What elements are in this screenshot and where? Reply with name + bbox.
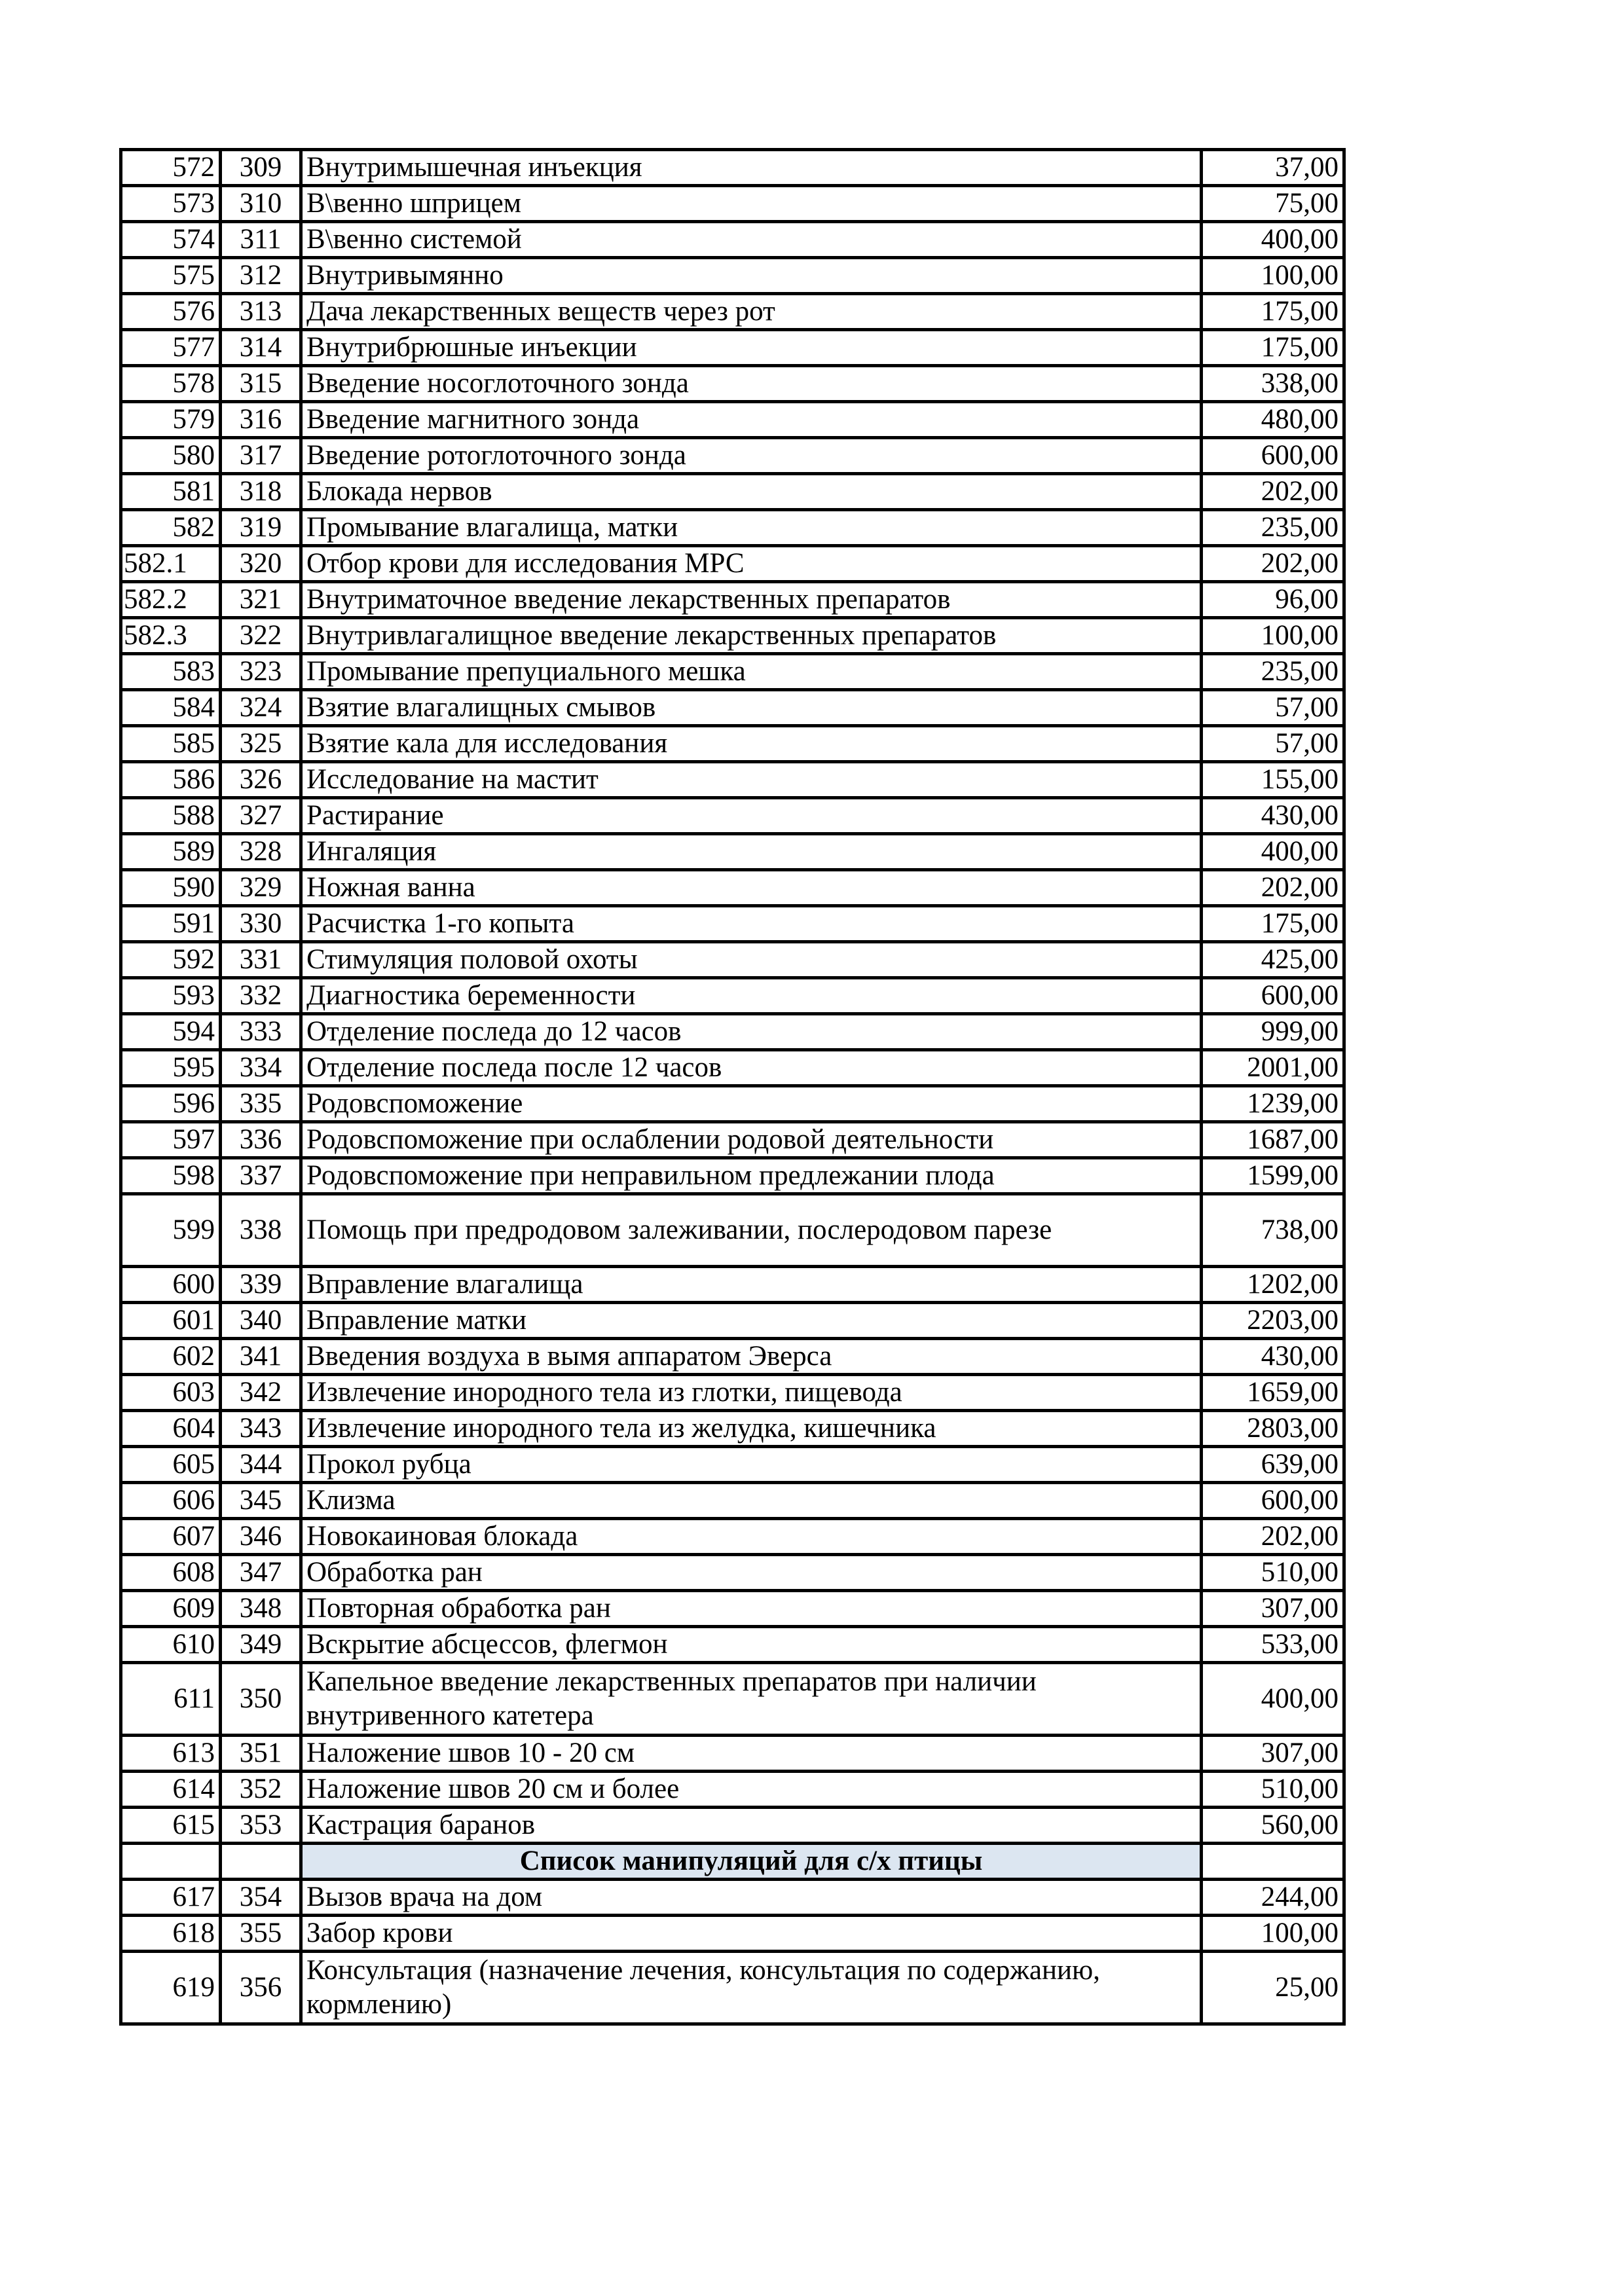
service-code-cell: 322: [221, 618, 301, 654]
row-number-cell: 591: [121, 906, 221, 942]
service-name-cell: Отделение последа после 12 часов: [301, 1050, 1202, 1086]
service-name-cell: Введение магнитного зонда: [301, 402, 1202, 438]
price-cell: 100,00: [1202, 1916, 1344, 1952]
table-row: [121, 1411, 1344, 1447]
row-number-cell: 590: [121, 870, 221, 906]
row-number-cell: 576: [121, 294, 221, 330]
service-name-cell: Родовспоможение при ослаблении родовой деятельности: [301, 1122, 1202, 1158]
service-code-cell: 332: [221, 978, 301, 1014]
empty-cell: [1202, 1844, 1344, 1880]
price-cell: 235,00: [1202, 654, 1344, 690]
service-name-cell: Консультация (назначение лечения, консультация по содержанию, кормлению): [301, 1952, 1202, 2024]
price-cell: 202,00: [1202, 1519, 1344, 1555]
service-code-cell: 352: [221, 1772, 301, 1808]
section-title: Список манипуляций для с/х птицы: [301, 1844, 1202, 1880]
table-row: [121, 1555, 1344, 1591]
row-number-cell: 599: [121, 1194, 221, 1267]
price-cell: 510,00: [1202, 1555, 1344, 1591]
service-name-cell: Капельное введение лекарственных препаратов при наличии внутривенного катетера: [301, 1663, 1202, 1736]
price-cell: 600,00: [1202, 978, 1344, 1014]
price-cell: 307,00: [1202, 1736, 1344, 1772]
service-code-cell: 328: [221, 834, 301, 870]
table-row: [121, 438, 1344, 474]
price-cell: 600,00: [1202, 1483, 1344, 1519]
row-number-cell: 582.2: [121, 582, 221, 618]
row-number-cell: 600: [121, 1267, 221, 1303]
service-name-cell: Повторная обработка ран: [301, 1591, 1202, 1627]
row-number-cell: 610: [121, 1627, 221, 1663]
table-row: [121, 1916, 1344, 1952]
table-row: [121, 1050, 1344, 1086]
service-name-cell: Стимуляция половой охоты: [301, 942, 1202, 978]
table-row: [121, 1772, 1344, 1808]
row-number-cell: 572: [121, 150, 221, 186]
row-number-cell: 597: [121, 1122, 221, 1158]
service-name-cell: Забор крови: [301, 1916, 1202, 1952]
service-code-cell: 321: [221, 582, 301, 618]
service-name-cell: Клизма: [301, 1483, 1202, 1519]
row-number-cell: 598: [121, 1158, 221, 1194]
row-number-cell: 611: [121, 1663, 221, 1736]
table-row: [121, 366, 1344, 402]
price-cell: 235,00: [1202, 510, 1344, 546]
service-name-cell: Внутрибрюшные инъекции: [301, 330, 1202, 366]
table-row: [121, 258, 1344, 294]
table-row: [121, 1086, 1344, 1122]
service-code-cell: 310: [221, 186, 301, 222]
row-number-cell: 588: [121, 798, 221, 834]
table-row: [121, 1663, 1344, 1736]
service-code-cell: 339: [221, 1267, 301, 1303]
price-cell: 57,00: [1202, 726, 1344, 762]
service-code-cell: 343: [221, 1411, 301, 1447]
price-cell: 202,00: [1202, 546, 1344, 582]
table-row: [121, 870, 1344, 906]
table-row: [121, 942, 1344, 978]
row-number-cell: 589: [121, 834, 221, 870]
price-cell: 400,00: [1202, 1663, 1344, 1736]
price-cell: 533,00: [1202, 1627, 1344, 1663]
service-name-cell: Наложение швов 10 - 20 см: [301, 1736, 1202, 1772]
price-cell: 2203,00: [1202, 1303, 1344, 1339]
service-code-cell: 324: [221, 690, 301, 726]
row-number-cell: 577: [121, 330, 221, 366]
service-name-cell: Расчистка 1-го копыта: [301, 906, 1202, 942]
price-cell: 37,00: [1202, 150, 1344, 186]
service-code-cell: 353: [221, 1808, 301, 1844]
service-name-cell: Растирание: [301, 798, 1202, 834]
price-cell: 307,00: [1202, 1591, 1344, 1627]
empty-cell: [121, 1844, 221, 1880]
row-number-cell: 582.3: [121, 618, 221, 654]
service-name-cell: Ножная ванна: [301, 870, 1202, 906]
service-name-cell: Промывание препуциального мешка: [301, 654, 1202, 690]
row-number-cell: 608: [121, 1555, 221, 1591]
service-code-cell: 348: [221, 1591, 301, 1627]
price-cell: 1239,00: [1202, 1086, 1344, 1122]
row-number-cell: 605: [121, 1447, 221, 1483]
service-code-cell: 335: [221, 1086, 301, 1122]
service-name-cell: Вскрытие абсцессов, флегмон: [301, 1627, 1202, 1663]
service-code-cell: 315: [221, 366, 301, 402]
price-cell: 202,00: [1202, 474, 1344, 510]
service-name-cell: Новокаиновая блокада: [301, 1519, 1202, 1555]
section-header-row: [121, 1844, 1344, 1880]
row-number-cell: 609: [121, 1591, 221, 1627]
table-row: [121, 1952, 1344, 2024]
service-code-cell: 311: [221, 222, 301, 258]
service-name-cell: Ингаляция: [301, 834, 1202, 870]
price-cell: 400,00: [1202, 222, 1344, 258]
table-row: [121, 618, 1344, 654]
price-cell: 425,00: [1202, 942, 1344, 978]
row-number-cell: 586: [121, 762, 221, 798]
service-code-cell: 344: [221, 1447, 301, 1483]
service-name-cell: Диагностика беременности: [301, 978, 1202, 1014]
price-cell: 400,00: [1202, 834, 1344, 870]
service-code-cell: 347: [221, 1555, 301, 1591]
service-name-cell: Прокол рубца: [301, 1447, 1202, 1483]
table-row: [121, 510, 1344, 546]
table-row: [121, 222, 1344, 258]
service-name-cell: Введение носоглоточного зонда: [301, 366, 1202, 402]
service-code-cell: 351: [221, 1736, 301, 1772]
row-number-cell: 619: [121, 1952, 221, 2024]
price-cell: 75,00: [1202, 186, 1344, 222]
service-name-cell: Наложение швов 20 см и более: [301, 1772, 1202, 1808]
row-number-cell: 606: [121, 1483, 221, 1519]
table-row: [121, 1267, 1344, 1303]
service-name-cell: Кастрация баранов: [301, 1808, 1202, 1844]
table-row: [121, 1880, 1344, 1916]
service-name-cell: Извлечение инородного тела из глотки, пищевода: [301, 1375, 1202, 1411]
service-code-cell: 337: [221, 1158, 301, 1194]
price-cell: 96,00: [1202, 582, 1344, 618]
service-code-cell: 346: [221, 1519, 301, 1555]
service-code-cell: 326: [221, 762, 301, 798]
service-name-cell: Блокада нервов: [301, 474, 1202, 510]
table-row: [121, 546, 1344, 582]
service-name-cell: Помощь при предродовом залеживании, послеродовом парезе: [301, 1194, 1202, 1267]
service-code-cell: 312: [221, 258, 301, 294]
table-row: [121, 906, 1344, 942]
service-code-cell: 356: [221, 1952, 301, 2024]
service-name-cell: Введение ротоглоточного зонда: [301, 438, 1202, 474]
service-code-cell: 320: [221, 546, 301, 582]
service-code-cell: 317: [221, 438, 301, 474]
table-row: [121, 1158, 1344, 1194]
row-number-cell: 583: [121, 654, 221, 690]
price-list-table: [119, 148, 1346, 2026]
price-cell: 57,00: [1202, 690, 1344, 726]
table-row: [121, 1303, 1344, 1339]
table-row: [121, 654, 1344, 690]
price-cell: 999,00: [1202, 1014, 1344, 1050]
table-row: [121, 186, 1344, 222]
row-number-cell: 618: [121, 1916, 221, 1952]
service-code-cell: 329: [221, 870, 301, 906]
service-name-cell: Вызов врача на дом: [301, 1880, 1202, 1916]
service-name-cell: Внутривлагалищное введение лекарственных препаратов: [301, 618, 1202, 654]
service-code-cell: 333: [221, 1014, 301, 1050]
price-cell: 175,00: [1202, 330, 1344, 366]
service-name-cell: В\венно шприцем: [301, 186, 1202, 222]
service-code-cell: 345: [221, 1483, 301, 1519]
service-code-cell: 323: [221, 654, 301, 690]
table-row: [121, 150, 1344, 186]
table-row: [121, 402, 1344, 438]
service-code-cell: 354: [221, 1880, 301, 1916]
price-cell: 1202,00: [1202, 1267, 1344, 1303]
service-code-cell: 316: [221, 402, 301, 438]
price-cell: 338,00: [1202, 366, 1344, 402]
service-code-cell: 330: [221, 906, 301, 942]
table-row: [121, 1375, 1344, 1411]
row-number-cell: 615: [121, 1808, 221, 1844]
service-code-cell: 318: [221, 474, 301, 510]
row-number-cell: 595: [121, 1050, 221, 1086]
service-name-cell: Внутриматочное введение лекарственных препаратов: [301, 582, 1202, 618]
price-cell: 1687,00: [1202, 1122, 1344, 1158]
service-code-cell: 309: [221, 150, 301, 186]
empty-cell: [221, 1844, 301, 1880]
table-row: [121, 1122, 1344, 1158]
service-name-cell: Вправление матки: [301, 1303, 1202, 1339]
service-name-cell: В\венно системой: [301, 222, 1202, 258]
service-name-cell: Родовспоможение при неправильном предлежании плода: [301, 1158, 1202, 1194]
service-code-cell: 331: [221, 942, 301, 978]
price-cell: 2001,00: [1202, 1050, 1344, 1086]
table-row: [121, 834, 1344, 870]
service-name-cell: Обработка ран: [301, 1555, 1202, 1591]
service-code-cell: 327: [221, 798, 301, 834]
price-cell: 202,00: [1202, 870, 1344, 906]
price-cell: 244,00: [1202, 1880, 1344, 1916]
row-number-cell: 614: [121, 1772, 221, 1808]
service-name-cell: Исследование на мастит: [301, 762, 1202, 798]
row-number-cell: 592: [121, 942, 221, 978]
table-row: [121, 1808, 1344, 1844]
row-number-cell: 584: [121, 690, 221, 726]
row-number-cell: 574: [121, 222, 221, 258]
service-name-cell: Взятие влагалищных смывов: [301, 690, 1202, 726]
price-cell: 430,00: [1202, 798, 1344, 834]
service-code-cell: 350: [221, 1663, 301, 1736]
service-name-cell: Дача лекарственных веществ через рот: [301, 294, 1202, 330]
service-code-cell: 336: [221, 1122, 301, 1158]
table-row: [121, 1483, 1344, 1519]
service-name-cell: Промывание влагалища, матки: [301, 510, 1202, 546]
row-number-cell: 601: [121, 1303, 221, 1339]
service-code-cell: 338: [221, 1194, 301, 1267]
table-row: [121, 1014, 1344, 1050]
table-row: [121, 294, 1344, 330]
table-row: [121, 1339, 1344, 1375]
row-number-cell: 596: [121, 1086, 221, 1122]
service-code-cell: 355: [221, 1916, 301, 1952]
table-row: [121, 330, 1344, 366]
row-number-cell: 582.1: [121, 546, 221, 582]
service-name-cell: Вправление влагалища: [301, 1267, 1202, 1303]
price-cell: 639,00: [1202, 1447, 1344, 1483]
service-code-cell: 314: [221, 330, 301, 366]
price-cell: 560,00: [1202, 1808, 1344, 1844]
price-cell: 175,00: [1202, 294, 1344, 330]
table-row: [121, 762, 1344, 798]
price-cell: 2803,00: [1202, 1411, 1344, 1447]
service-name-cell: Отделение последа до 12 часов: [301, 1014, 1202, 1050]
row-number-cell: 593: [121, 978, 221, 1014]
service-name-cell: Взятие кала для исследования: [301, 726, 1202, 762]
row-number-cell: 602: [121, 1339, 221, 1375]
table-row: [121, 726, 1344, 762]
table-row: [121, 798, 1344, 834]
row-number-cell: 580: [121, 438, 221, 474]
service-name-cell: Введения воздуха в вымя аппаратом Эверса: [301, 1339, 1202, 1375]
row-number-cell: 575: [121, 258, 221, 294]
service-code-cell: 313: [221, 294, 301, 330]
price-cell: 1659,00: [1202, 1375, 1344, 1411]
price-cell: 25,00: [1202, 1952, 1344, 2024]
row-number-cell: 607: [121, 1519, 221, 1555]
table-row: [121, 474, 1344, 510]
service-code-cell: 341: [221, 1339, 301, 1375]
table-row: [121, 1736, 1344, 1772]
price-cell: 600,00: [1202, 438, 1344, 474]
service-code-cell: 342: [221, 1375, 301, 1411]
row-number-cell: 613: [121, 1736, 221, 1772]
row-number-cell: 604: [121, 1411, 221, 1447]
table-row: [121, 1447, 1344, 1483]
row-number-cell: 578: [121, 366, 221, 402]
row-number-cell: 617: [121, 1880, 221, 1916]
price-cell: 100,00: [1202, 258, 1344, 294]
service-code-cell: 325: [221, 726, 301, 762]
table-row: [121, 1194, 1344, 1267]
price-cell: 738,00: [1202, 1194, 1344, 1267]
service-code-cell: 349: [221, 1627, 301, 1663]
service-name-cell: Отбор крови для исследования МРС: [301, 546, 1202, 582]
row-number-cell: 582: [121, 510, 221, 546]
price-list-body: [121, 150, 1344, 2024]
price-cell: 510,00: [1202, 1772, 1344, 1808]
row-number-cell: 594: [121, 1014, 221, 1050]
service-name-cell: Внутримышечная инъекция: [301, 150, 1202, 186]
table-row: [121, 1591, 1344, 1627]
row-number-cell: 581: [121, 474, 221, 510]
service-name-cell: Извлечение инородного тела из желудка, кишечника: [301, 1411, 1202, 1447]
table-row: [121, 1627, 1344, 1663]
row-number-cell: 603: [121, 1375, 221, 1411]
service-code-cell: 319: [221, 510, 301, 546]
price-cell: 430,00: [1202, 1339, 1344, 1375]
service-name-cell: Внутривымянно: [301, 258, 1202, 294]
table-row: [121, 978, 1344, 1014]
price-cell: 1599,00: [1202, 1158, 1344, 1194]
row-number-cell: 585: [121, 726, 221, 762]
table-row: [121, 690, 1344, 726]
service-code-cell: 334: [221, 1050, 301, 1086]
table-row: [121, 1519, 1344, 1555]
table-row: [121, 582, 1344, 618]
service-name-cell: Родовспоможение: [301, 1086, 1202, 1122]
price-cell: 100,00: [1202, 618, 1344, 654]
service-code-cell: 340: [221, 1303, 301, 1339]
row-number-cell: 573: [121, 186, 221, 222]
price-cell: 175,00: [1202, 906, 1344, 942]
row-number-cell: 579: [121, 402, 221, 438]
price-cell: 480,00: [1202, 402, 1344, 438]
price-cell: 155,00: [1202, 762, 1344, 798]
